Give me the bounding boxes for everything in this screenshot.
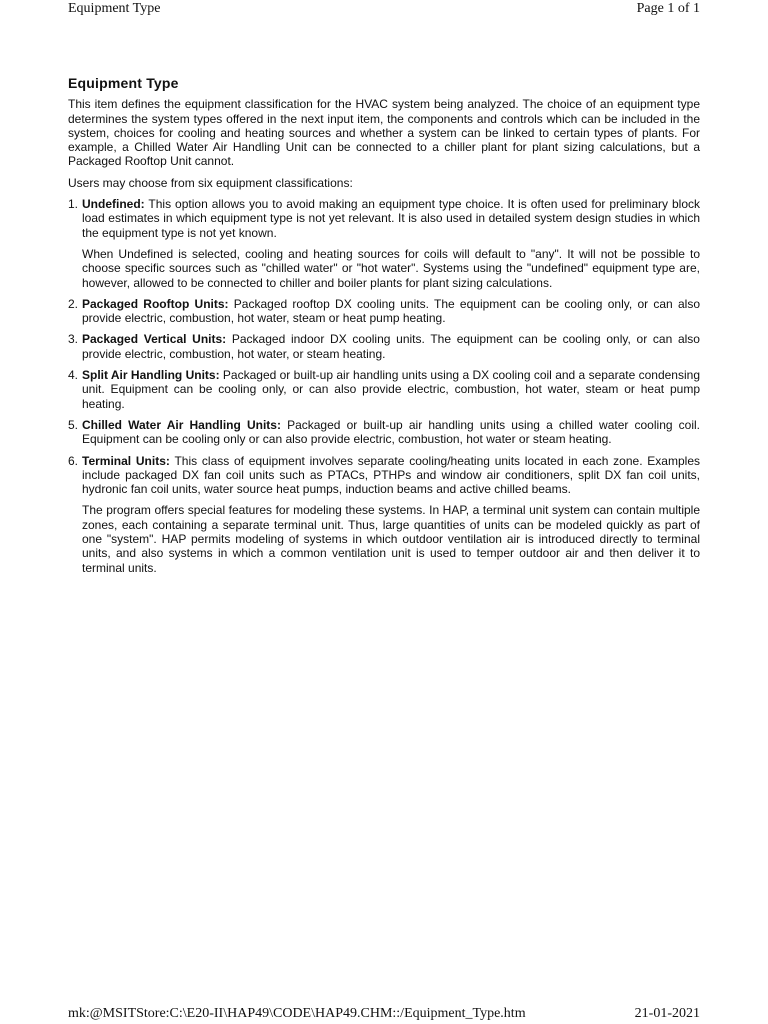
page-title: Equipment Type: [68, 75, 179, 91]
list-item: [68, 454, 700, 575]
list-number: 1.: [68, 197, 79, 212]
item-text: This option allows you to avoid making an equipment type choice. It is often used for preliminary block load estimates in which equipment type is not yet relevant. It is also used in detailed system design studies in which the equipment type is not yet known.: [82, 197, 700, 240]
list-item: [68, 197, 700, 290]
item-text: Packaged rooftop DX cooling units. The equipment can be cooling only, or can also provide electric, combustion, hot water, steam or heat pump heating.: [82, 296, 700, 326]
item-extra-paragraph: When Undefined is selected, cooling and heating sources for coils will default to "any". It will not be possible to choose specific sources such as "chilled water" or "hot water". Systems using the "undefined" equipment type are, however, allowed to be connected to chiller and boiler plants for plant sizing calculations.: [82, 246, 700, 290]
intro-paragraph: Users may choose from six equipment classifications:: [68, 175, 353, 190]
list-number: 4.: [68, 368, 79, 383]
header-title: Equipment Type: [68, 1, 161, 16]
item-term: Packaged Vertical Units:: [82, 332, 227, 347]
print-date: 21-01-2021: [634, 1006, 700, 1021]
item-text: Packaged or built-up air handling units using a DX cooling coil and a separate condensing unit. Equipment can be cooling only, or can also provide electric, combustion, hot water, steam or heat pump heating.: [82, 368, 700, 411]
list-item: [68, 418, 700, 447]
item-term: Split Air Handling Units:: [82, 368, 220, 383]
list-number: 5.: [68, 417, 79, 432]
classification-list: [68, 197, 700, 575]
document-body: [68, 76, 700, 582]
item-text: Packaged indoor DX cooling units. The equipment can be cooling only, or can also provide electric, combustion, hot water, or steam heating.: [82, 332, 700, 361]
item-text: This class of equipment involves separate cooling/heating units located in each zone. Examples include packaged DX fan coil units such as PTACs, PTHPs and window air conditioners, split DX fan coil units, hydronic fan coil units, water source heat pumps, induction beams and active chilled beams.: [82, 453, 700, 497]
item-extra-paragraph: The program offers special features for modeling these systems. In HAP, a terminal unit system can contain multiple zones, each containing a separate terminal unit. Thus, large quantities of units can be modeled quickly as part of one "system". HAP permits modeling of systems in which outdoor ventilation air is introduced directly to terminal units, and also systems in which a common ventilation unit is used to temper outdoor air and then deliver it to terminal units.: [82, 503, 700, 575]
list-number: 2.: [68, 296, 79, 311]
item-term: Terminal Units:: [82, 453, 170, 468]
item-text: Packaged or built-up air handling units using a chilled water cooling coil. Equipment can be cooling only or can also provide electric, combustion, hot water or steam heating.: [82, 417, 701, 447]
list-number: 6.: [68, 453, 79, 468]
lead-paragraph: This item defines the equipment classification for the HVAC system being analyzed. The choice of an equipment type determines the system types offered in the next input item, the components and controls which can be included in the system, choices for cooling and heating sources and whether a system can be linked to certain types of plants. For example, a Chilled Water Air Handling Unit can be connected to a chiller plant for plant sizing calculations, but a Packaged Rooftop Unit cannot.: [68, 97, 700, 169]
list-number: 3.: [68, 332, 79, 347]
item-term: Undefined:: [82, 197, 145, 212]
list-item: [68, 332, 700, 361]
item-term: Chilled Water Air Handling Units:: [82, 417, 281, 432]
page-number: Page 1 of 1: [636, 1, 700, 16]
item-term: Packaged Rooftop Units:: [82, 296, 229, 311]
source-path: mk:@MSITStore:C:\E20-II\HAP49\CODE\HAP49.CHM::/Equipment_Type.htm: [68, 1006, 526, 1021]
list-item: [68, 297, 700, 326]
list-item: [68, 368, 700, 411]
